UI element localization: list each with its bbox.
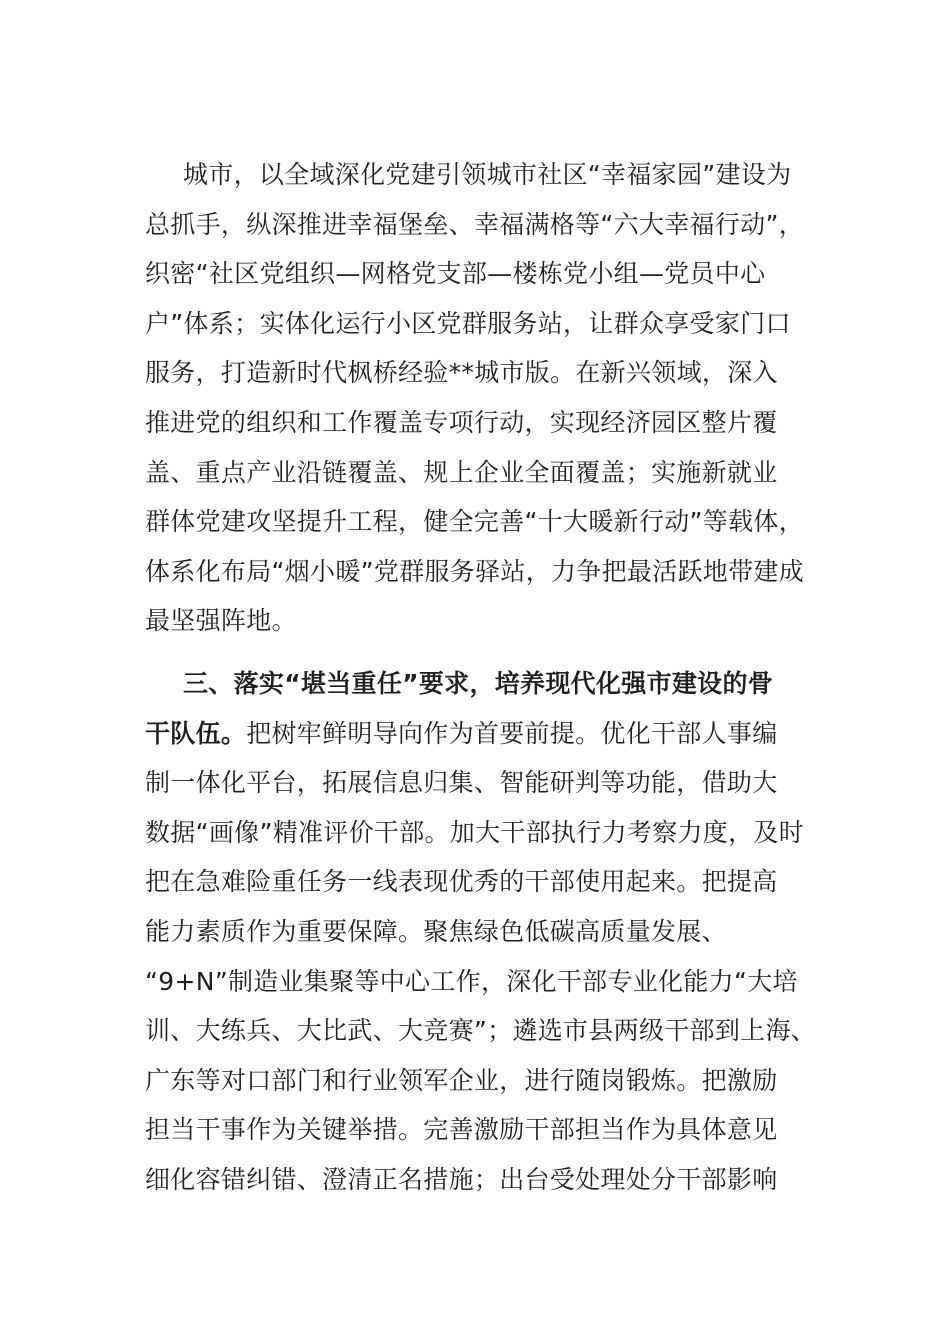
paragraph-2: [145, 659, 817, 1205]
text-line: 体系化布局“烟小暖”党群服务驿站，力争把最活跃地带建成: [145, 556, 805, 586]
paragraph-spacer: [145, 646, 810, 659]
text-line: 训、大练兵、大比武、大竞赛”；遴选市县两级干部到上海、: [145, 1016, 817, 1046]
text-line: 城市，以全域深化党建引领城市社区“幸福家园”建设为: [183, 160, 792, 189]
text-line: 数据“画像”精准评价干部。加大干部执行力考察力度，及时: [145, 817, 805, 847]
text-line: 能力素质作为重要保障。聚焦绿色低碳高质量发展、: [145, 916, 727, 946]
document-body: [145, 150, 817, 1204]
text-segment: 把树牢鲜明导向作为首要前提。优化干部人事编: [246, 718, 778, 748]
text-line: 制一体化平台，拓展信息归集、智能研判等功能，借助大: [145, 768, 778, 798]
text-line: 群体党建攻坚提升工程，健全完善“十大暖新行动”等载体，: [145, 507, 805, 537]
text-line: 把在急难险重任务一线表现优秀的干部使用起来。把提高: [145, 867, 778, 897]
text-line: 盖、重点产业沿链覆盖、规上企业全面覆盖；实施新就业: [145, 457, 778, 487]
text-line: 户”体系；实体化运行小区党群服务站，让群众享受家门口: [145, 308, 791, 338]
text-line: 服务，打造新时代枫桥经验**城市版。在新兴领域，深入: [145, 358, 778, 388]
section-heading-end: 干队伍。: [145, 718, 247, 748]
text-line: 细化容错纠错、澄清正名措施；出台受处理处分干部影响: [145, 1164, 778, 1194]
text-line: 最坚强阵地。: [145, 606, 297, 636]
text-line: 推进党的组织和工作覆盖专项行动，实现经济园区整片覆: [145, 407, 778, 437]
text-line: 担当干事作为关键举措。完善激励干部担当作为具体意见: [145, 1115, 778, 1145]
text-line: 总抓手，纵深推进幸福堡垒、幸福满格等“六大幸福行动”，: [145, 209, 805, 239]
text-line: [145, 709, 810, 759]
section-heading: 三、落实“堪当重任”要求，培养现代化强市建设的骨: [183, 668, 774, 698]
text-line: 广东等对口部门和行业领军企业，进行随岗锻炼。把激励: [145, 1065, 778, 1095]
paragraph-1: [145, 150, 810, 646]
text-line: “9+N”制造业集聚等中心工作，深化干部专业化能力“大培: [145, 966, 798, 996]
text-line: 织密“社区党组织—网格党支部—楼栋党小组—党员中心: [145, 259, 766, 289]
